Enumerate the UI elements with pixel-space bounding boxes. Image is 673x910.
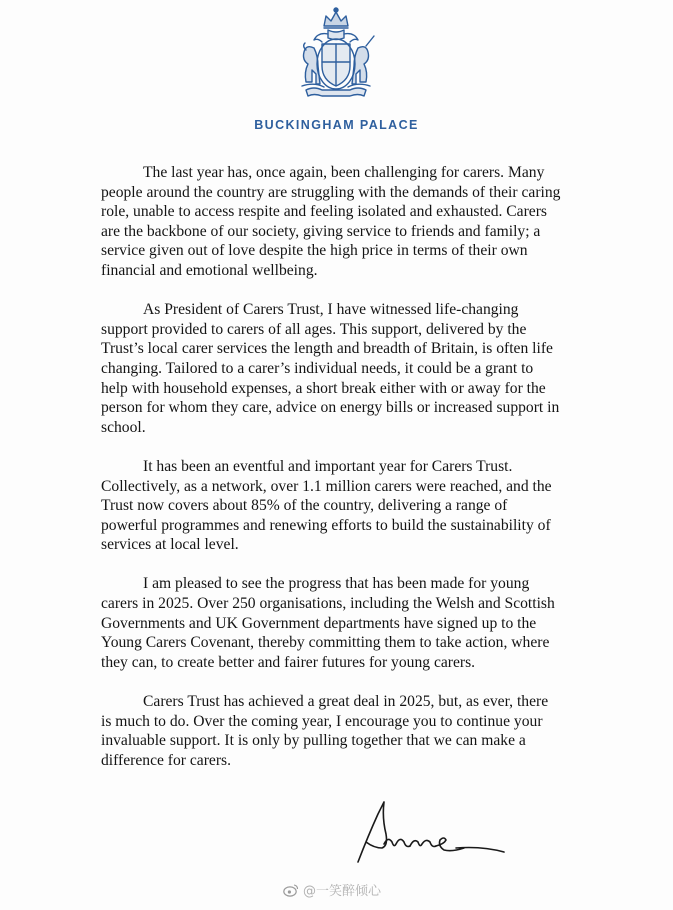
signature-anne bbox=[352, 796, 512, 870]
paragraph-3: It has been an eventful and important year for Carers Trust. Collectively, as a network, over 1.1 million carers were reached, and the Trust now covers about 85% of the country, delivering a range of powerful programmes and renewing efforts to build the sustainability of services at local level. bbox=[101, 457, 552, 554]
paragraph-4: I am pleased to see the progress that has been made for young carers in 2025. Over 250 organisations, including the Welsh and Scottish Governments and UK Government departments have signed up to the Young Carers Covenant, thereby committing them to take action, where they can, to create better and fairer futures for young carers. bbox=[101, 575, 555, 671]
weibo-icon bbox=[283, 883, 299, 897]
royal-crest-icon bbox=[284, 4, 388, 108]
watermark bbox=[283, 880, 381, 899]
paragraph-2: As President of Carers Trust, I have witnessed life-changing support provided to carers of all ages. This support, delivered by the Trust’s local carer services the length and breadth of Britain, is often life changing. Tailored to a carer’s individual needs, it could be a grant to help with household expenses, a short break either with or away for the person for whom they care, advice on energy bills or increased support in school. bbox=[101, 301, 560, 436]
letterhead-title: BUCKINGHAM PALACE bbox=[254, 118, 419, 132]
paragraph-5: Carers Trust has achieved a great deal in 2025, but, as ever, there is much to do. Over the coming year, I encourage you to continue your invaluable support. It is only by pulling together that we can make a difference for carers. bbox=[101, 693, 549, 769]
letter-body bbox=[101, 163, 561, 790]
watermark-text: @一笑醉倾心 bbox=[303, 884, 382, 899]
paragraph-1: The last year has, once again, been challenging for carers. Many people around the country are struggling with the demands of their caring role, unable to access respite and feeling isolated and exhausted. Carers are the backbone of our society, giving service to friends and family; a service given out of love despite the high price in terms of their own financial and emotional wellbeing. bbox=[101, 164, 561, 279]
